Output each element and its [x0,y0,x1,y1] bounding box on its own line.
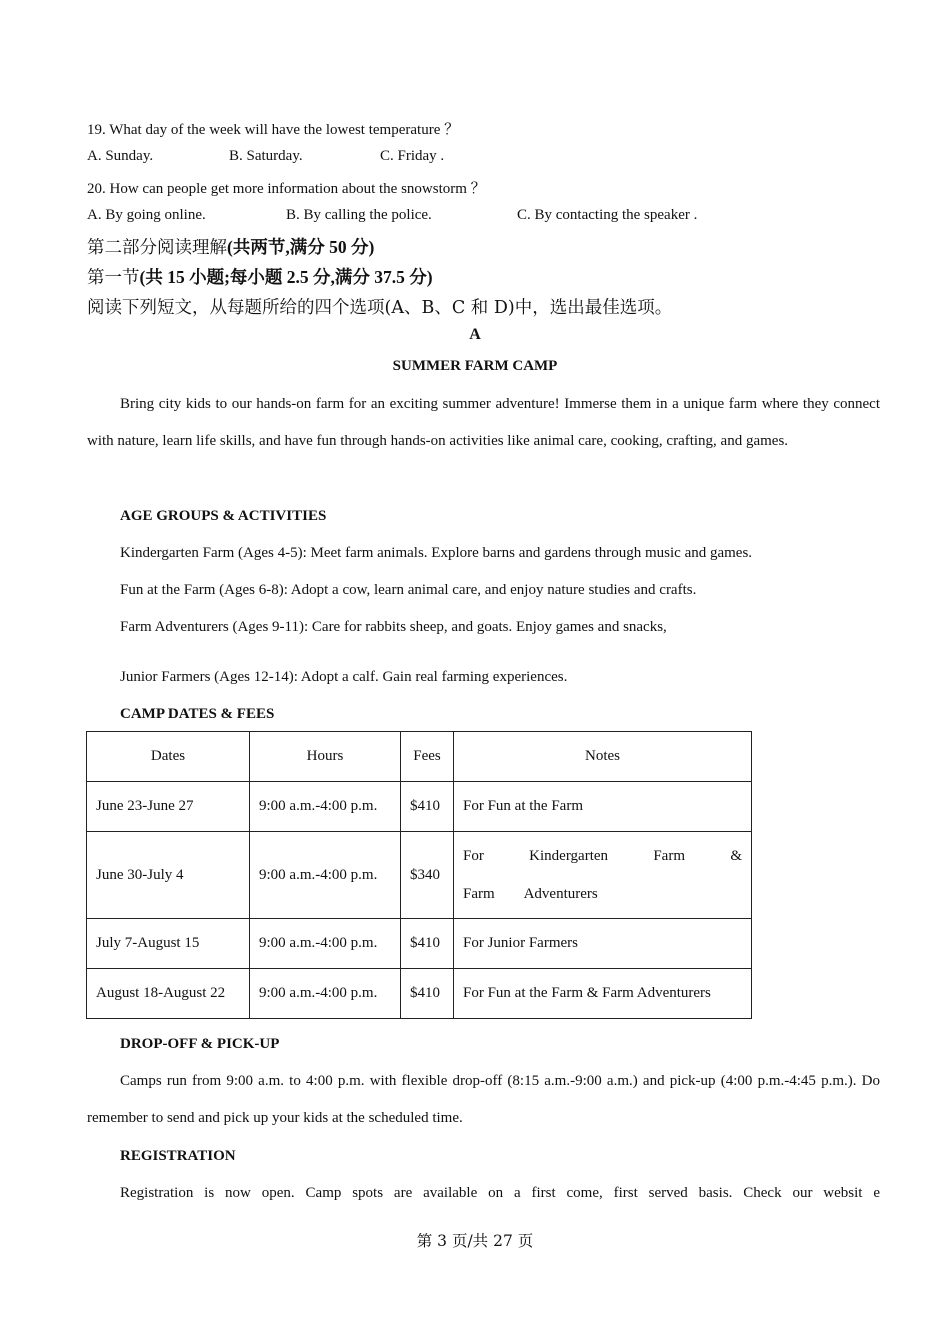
dates-fees-heading: CAMP DATES & FEES [120,706,275,722]
table-row [87,969,752,1019]
page-footer: 第 3 页/共 27 页 [416,1232,534,1250]
question-20-option-b: B. By calling the police. [286,207,432,223]
age-group-adventurers: Farm Adventurers (Ages 9-11): Care for rabbits sheep, and goats. Enjoy games and snacks, [120,619,667,635]
dropoff-paragraph [87,1063,880,1137]
header-hours: Hours [250,732,401,782]
question-19-option-c: C. Friday . [380,148,445,164]
dropoff-text: Camps run from 9:00 a.m. to 4:00 p.m. with flexible drop-off (8:15 a.m.-9:00 a.m.) and pick-up (4:00 p.m.-4:45 p.m.). Do remember to send and pick up your kids at the scheduled time. [87,1073,880,1126]
cell-hours: 9:00 a.m.-4:00 p.m. [250,969,401,1019]
table-row [87,782,752,832]
table-row [87,832,752,919]
question-19-option-a: A. Sunday. [87,148,154,164]
cell-date: June 30-July 4 [87,832,250,919]
cell-notes: For Fun at the Farm [454,782,752,832]
registration-paragraph [87,1175,880,1212]
cell-notes-text: For Kindergarten Farm & Farm Adventurers [463,848,742,902]
table-row [87,919,752,969]
table-header-row [87,732,752,782]
cell-hours: 9:00 a.m.-4:00 p.m. [250,782,401,832]
part-title [87,234,374,259]
header-notes: Notes [454,732,752,782]
cell-notes [454,832,752,919]
cell-hours: 9:00 a.m.-4:00 p.m. [250,832,401,919]
passage-intro [87,386,880,460]
age-groups-heading: AGE GROUPS & ACTIVITIES [120,508,327,524]
header-dates: Dates [87,732,250,782]
sub-title-cn: 第一节 [87,268,140,288]
sub-title-score: (共 15 小题;每小题 2.5 分,满分 37.5 分) [139,267,433,287]
cell-fee: $410 [401,782,454,832]
cell-date: July 7-August 15 [87,919,250,969]
passage-title: SUMMER FARM CAMP [392,358,558,374]
cell-date: June 23-June 27 [87,782,250,832]
intro-text: Bring city kids to our hands-on farm for an exciting summer adventure! Immerse them in a unique farm where they connect with nature, learn life skills, and have fun through hands-on activities like animal care, cooking, crafting, and games. [87,396,880,449]
age-group-fun-at-farm: Fun at the Farm (Ages 6-8): Adopt a cow, learn animal care, and enjoy nature studies and crafts. [120,582,697,598]
question-20-stem: 20. How can people get more information about the snowstorm ？ [87,181,486,197]
cell-notes: For Junior Farmers [454,919,752,969]
passage-label: A [469,326,481,343]
sub-title [87,264,433,289]
fees-table [86,731,752,1019]
cell-fee: $410 [401,919,454,969]
part-title-score: (共两节,满分 50 分) [227,237,375,257]
question-20-option-a: A. By going online. [87,207,206,223]
cell-hours: 9:00 a.m.-4:00 p.m. [250,919,401,969]
registration-heading: REGISTRATION [120,1148,236,1164]
part-title-cn: 第二部分阅读理解 [87,238,227,258]
registration-text: Registration is now open. Camp spots are available on a first come, first served basis. Check our websit e [120,1185,880,1201]
cell-notes: For Fun at the Farm & Farm Adventurers [454,969,752,1019]
cell-date: August 18-August 22 [87,969,250,1019]
cell-fee: $410 [401,969,454,1019]
age-group-junior: Junior Farmers (Ages 12-14): Adopt a calf. Gain real farming experiences. [120,669,568,685]
question-20-option-c: C. By contacting the speaker . [517,207,698,223]
question-19-option-b: B. Saturday. [229,148,303,164]
dropoff-heading: DROP-OFF & PICK-UP [120,1036,280,1052]
cell-fee: $340 [401,832,454,919]
header-fees: Fees [401,732,454,782]
question-19-stem: 19. What day of the week will have the lowest temperature ？ [87,122,460,138]
instruction: 阅读下列短文，从每题所给的四个选项(A、B、C 和 D)中，选出最佳选项。 [87,298,673,318]
age-group-kindergarten: Kindergarten Farm (Ages 4-5): Meet farm animals. Explore barns and gardens through music and games. [120,545,753,561]
